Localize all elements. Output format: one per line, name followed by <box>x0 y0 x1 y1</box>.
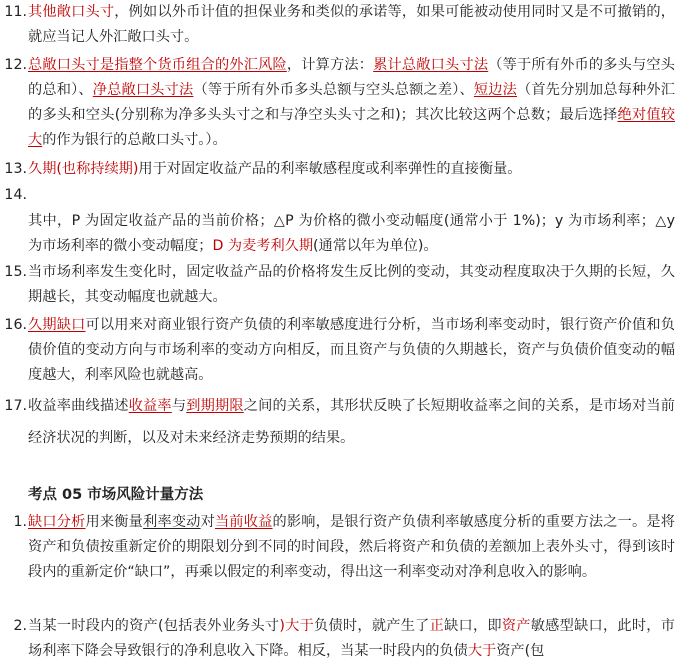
item-text: 当市场利率发生变化时，固定收益产品的价格将发生反比例的变动，其变动程度取决于久期的长短，久期越长，其变动幅度也就越大。 <box>28 264 675 305</box>
highlight-term: 净总敞口头寸法 <box>92 82 194 98</box>
list-item-14 <box>0 183 681 208</box>
highlight-term: 久期(也称持续期) <box>28 161 139 177</box>
list-item-2 <box>0 614 681 664</box>
highlight-term: )大于 <box>279 618 315 634</box>
item-number: 11. <box>4 4 27 20</box>
highlight-term: 收益率 <box>128 398 172 414</box>
highlight-term: 当前收益 <box>214 514 273 530</box>
list-item-16 <box>0 313 681 388</box>
formula-placeholder <box>28 183 675 208</box>
item-text: 久期缺口可以用来对商业银行资产负债的利率敏感度进行分析，当市场利率变动时，银行资产价值和负债价值的变动方向与市场利率的变动方向相反，而且资产与负债的久期越长，资产与负债价值变动的幅度越大，利率风险也就越高。 <box>28 317 675 383</box>
item-text: 缺口分析用来衡量利率变动对当前收益的影响，是银行资产负债利率敏感度分析的重要方法之一。是将资产和负债按重新定价的期限划分到不同的时间段，然后将资产和负债的差额加上表外头寸，得到该时段内的重新定价“缺口”，再乘以假定的利率变动，得出这一利率变动对净利息收入的影响。 <box>28 514 675 580</box>
highlight-term: 到期期限 <box>186 398 244 414</box>
list-item-14-text <box>0 209 681 259</box>
item-number: 17. <box>4 398 27 414</box>
highlight-term: 绝对值较大 <box>28 107 675 148</box>
item-text: 收益率曲线描述收益率与到期期限之间的关系，其形状反映了长短期收益率之间的关系，是市场对当前经济状况的判断，以及对未来经济走势预期的结果。 <box>28 398 675 446</box>
item-text: 总敞口头寸是指整个货币组合的外汇风险，计算方法：累计总敞口头寸法（等于所有外币的多头与空头的总和）、净总敞口头寸法（等于所有外币多头总额与空头总额之差）、短边法（首先分别加总每种外汇的多头和空头(分别称为净多头头寸之和与净空头头寸之和)；其次比较这两个总数；最后选择绝对值较大的作为银行的总敞口头寸。）。 <box>28 57 675 148</box>
list-item-13 <box>0 157 681 182</box>
item-text: 当某一时段内的资产(包括表外业务头寸)大于负债时，就产生了正缺口，即资产敏感型缺口，此时，市场利率下降会导致银行的净利息收入下降。相反，当某一时段内的负债大于资产(包 <box>28 618 675 659</box>
item-number: 12. <box>4 57 27 73</box>
list-item-11 <box>0 0 681 50</box>
underlined-term: 利率变动 <box>143 514 201 530</box>
list-item-17 <box>0 390 681 454</box>
item-text: 久期(也称持续期)用于对固定收益产品的利率敏感程度或利率弹性的直接衡量。 <box>28 161 522 177</box>
list-item-12 <box>0 53 681 153</box>
item-number: 15. <box>4 264 27 280</box>
item-number: 2. <box>13 618 27 634</box>
highlight-term: 正 <box>429 618 445 634</box>
highlight-term: 其他敞口头寸 <box>28 4 115 20</box>
section-heading: 考点 05 市场风险计量方法 <box>28 487 204 503</box>
highlight-term: 短边法 <box>473 82 518 98</box>
highlight-term: 大于 <box>467 643 497 659</box>
highlight-term: 缺口分析 <box>28 514 86 530</box>
item-number: 14. <box>4 187 27 203</box>
list-item-1 <box>0 510 681 585</box>
highlight-term: 总敞口头寸是指整个货币组合的外汇风险 <box>28 57 287 73</box>
highlight-term: 资产 <box>501 618 531 634</box>
highlight-term: 久期缺口 <box>28 317 86 333</box>
item-number: 16. <box>4 317 27 333</box>
highlight-term: 累计总敞口头寸法 <box>373 57 489 73</box>
item-text: 其他敞口头寸，例如以外币计值的担保业务和类似的承诺等，如果可能被动使用同时又是不可撤销的，就应当记人外汇敞口头寸。 <box>28 4 675 45</box>
highlight-term: D 为麦考利久期 <box>212 238 314 254</box>
list-item-15 <box>0 260 681 310</box>
item-text: 其中，P 为固定收益产品的当前价格；△P 为价格的微小变动幅度(通常小于 1%)；y 为市场利率；△y 为市场利率的微小变动幅度；D 为麦考利久期(通常以年为单位)。 <box>28 213 675 254</box>
item-number: 13. <box>4 161 27 177</box>
item-number: 1. <box>13 514 27 530</box>
